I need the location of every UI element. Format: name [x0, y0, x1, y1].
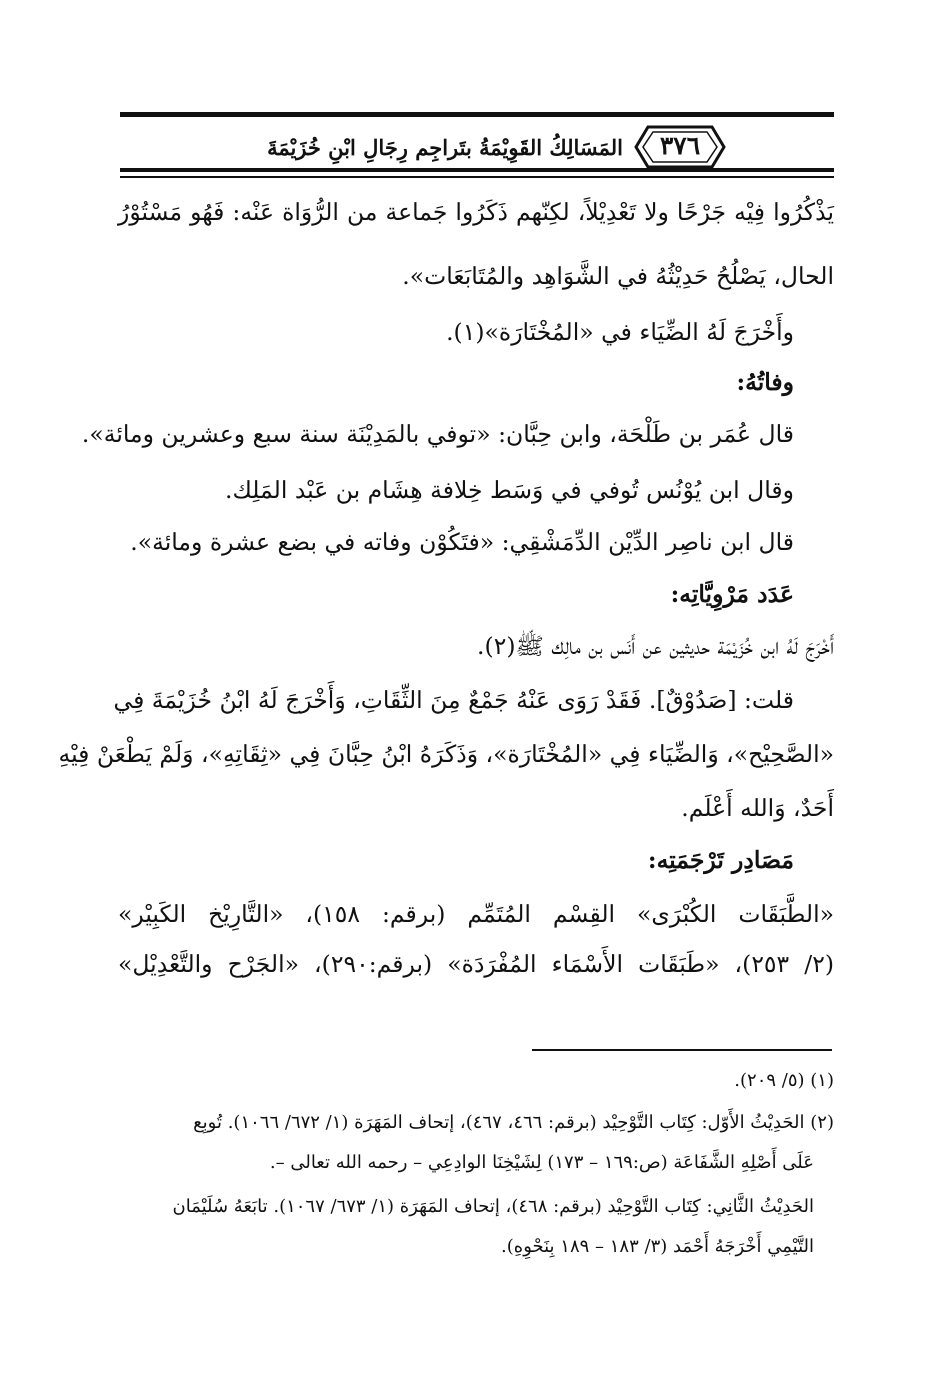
body-line: قلت: [صَدُوْقٌ]. فَقَدْ رَوَى عَنْهُ جَمْعٌ مِنَ الثِّقَاتِ، وَأَخْرَجَ لَهُ ابْنُ خُزَيْمَةَ فِي — [113, 686, 794, 714]
footnote-separator — [532, 1049, 832, 1051]
section-heading-death: وفاتُهُ: — [736, 368, 794, 396]
header-bottom-rule-thick — [120, 168, 834, 172]
footnote-line: الحَدِيْثُ الثَّانِي: كِتَاب التَّوْحِيْد (برقم: ٤٦٨)، إتحاف المَهَرَة (١/ ٦٧٣/ ١٠٦٧). تابَعَهُ سُلَيْمَان — [172, 1196, 814, 1217]
footnote-line: (٢) الحَدِيْثُ الأَوّل: كِتَاب التَّوْحِيْد (برقم: ٤٦٦، ٤٦٧)، إتحاف المَهَرَة (١/ ٦٧٢/ ١٠٦٦). تُوبِع — [193, 1112, 834, 1133]
header-bottom-rule-thin — [120, 176, 834, 178]
body-line: (٢/ ٢٥٣)، «طَبَقَات الأَسْمَاء المُفْرَدَة» (برقم:٢٩٠)، «الجَرْح والتَّعْدِيْل» — [118, 950, 834, 978]
body-line: أَخْرَجَ لَهُ ابن خُزَيْمَة حديثين عن أَنَس بن مالِك ﷺ(٢). — [477, 632, 834, 660]
footnote-line: (١) (٥/ ٢٠٩). — [734, 1070, 834, 1091]
body-line: يَذْكُرُوا فِيْه جَرْحًا ولا تَعْدِيْلاً، لكِنّهم ذَكَرُوا جَماعة من الرُّوَاة عَنْه: فَهُو مَسْتُوْرُ — [118, 198, 834, 226]
header-top-rule — [120, 112, 834, 117]
body-line: وقال ابن يُوْنُس تُوفي في وَسَط خِلافة هِشَام بن عَبْد المَلِك. — [225, 476, 794, 504]
body-line: «الصَّحِيْح»، وَالضِّيَاء فِي «المُخْتَارَة»، وَذَكَرَهُ ابْنُ حِبَّانَ فِي «ثِقَاتِهِ»، وَلَمْ يَطْعَنْ فِيْهِ — [58, 740, 834, 768]
body-line: «الطَّبَقَات الكُبْرَى» القِسْم المُتَمِّم (برقم: ١٥٨)، «التَّارِيْخ الكَبِيْر» — [118, 900, 834, 928]
running-title: المَسَالِكُ القَوِيْمَةُ بتَراجِم رِجَالِ ابْنِ خُزَيْمَةَ — [267, 135, 623, 160]
body-line: الحال، يَصْلُحُ حَدِيْثُهُ في الشَّوَاهِد والمُتَابَعَات». — [402, 262, 834, 290]
body-line: قال ابن ناصِر الدِّيْن الدِّمَشْقِي: «فتَكُوْن وفاته في بضع عشرة ومائة». — [130, 528, 794, 556]
footnote-line: التَّيْمِي أَخْرَجَهُ أَحْمَد (٣/ ١٨٣ – ١٨٩ بِنَحْوِهِ). — [501, 1236, 814, 1257]
body-line: أَحَدٌ، وَالله أَعْلَم. — [681, 794, 834, 822]
section-heading-narrations: عَدَد مَرْوِيَّاتِه: — [670, 580, 794, 608]
footnote-line: عَلَى أَصْلِهِ الشَّفَاعَة (ص:١٦٩ – ١٧٣) لِشَيْخِنَا الوادِعِي – رحمه الله تعالى –. — [269, 1152, 814, 1173]
section-heading-sources: مَصَادِر تَرْجَمَتِه: — [647, 846, 794, 874]
body-line: قال عُمَر بن طَلْحَة، وابن حِبَّان: «توفي بالمَدِيْنَة سنة سبع وعشرين ومائة». — [81, 420, 794, 448]
page-number: ٣٧٦ — [659, 131, 701, 160]
body-line: وأَخْرَجَ لَهُ الضِّيَاء في «المُخْتَارَة»(١). — [446, 318, 794, 346]
